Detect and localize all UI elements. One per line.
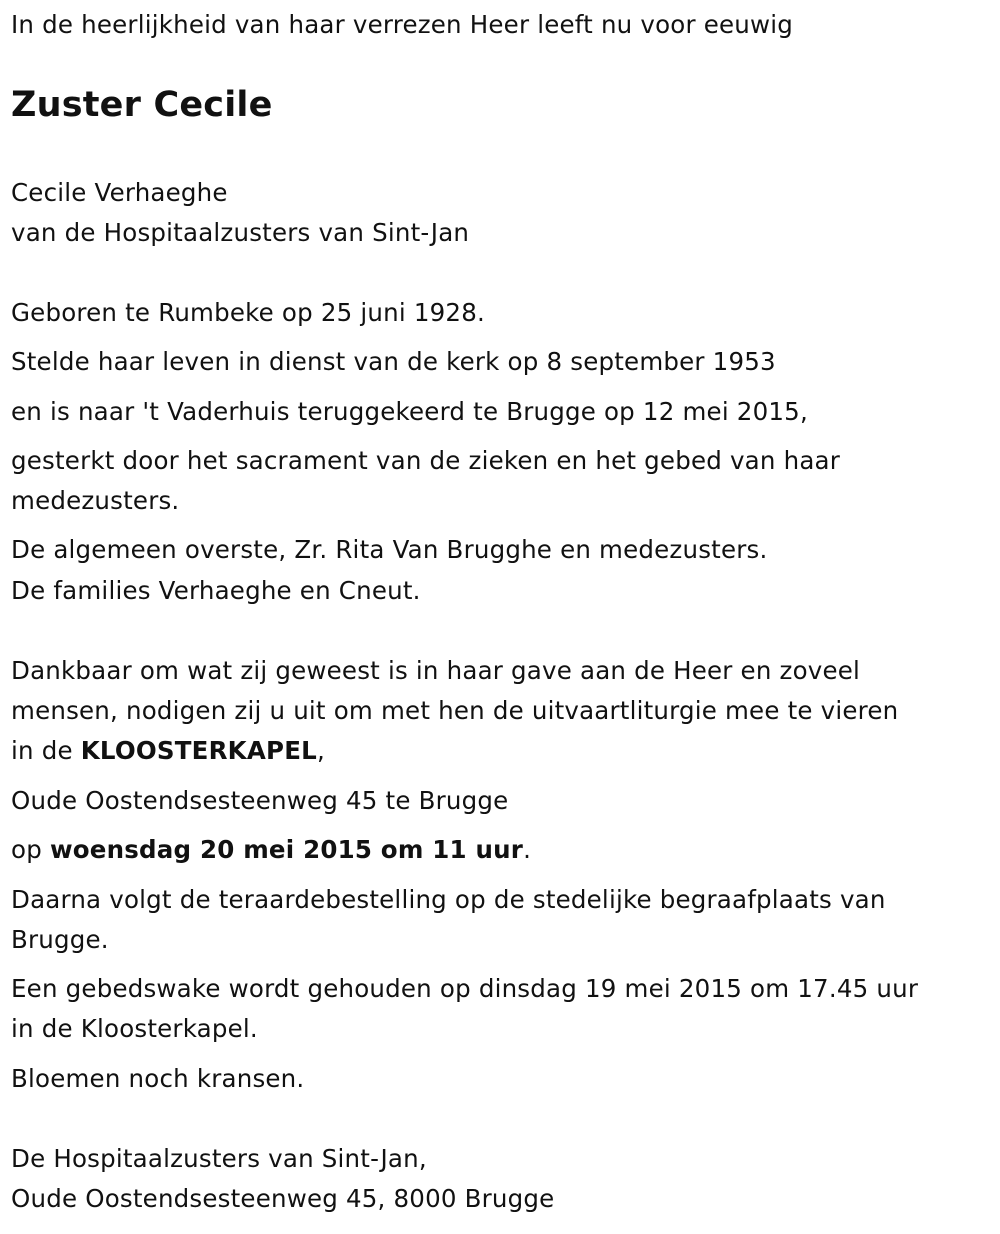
funeral-date: woensdag 20 mei 2015 om 11 uur [49, 835, 524, 864]
burial-line-1: Daarna volgt de teraardebestelling op de stedelijke begraafplaats van [11, 885, 886, 914]
name-line: Cecile Verhaeghe [11, 178, 228, 207]
chapel-name: KLOOSTERKAPEL [80, 736, 317, 765]
order-line: van de Hospitaalzusters van Sint-Jan [11, 218, 470, 247]
invitation-suffix: , [316, 736, 325, 765]
invitation-line-2: mensen, nodigen zij u uit om met hen de uitvaartliturgie mee te vieren [11, 696, 899, 725]
wake-line-1: Een gebedswake wordt gehouden op dinsdag 19 mei 2015 om 17.45 uur [11, 974, 919, 1003]
deceased-title: Zuster Cecile [11, 85, 273, 125]
vows-line: Stelde haar leven in dienst van de kerk op 8 september 1953 [11, 347, 776, 376]
chapel-address: Oude Oostendsesteenweg 45 te Brugge [11, 786, 509, 815]
sender-line-2: Oude Oostendsesteenweg 45, 8000 Brugge [11, 1184, 555, 1213]
superior-line: De algemeen overste, Zr. Rita Van Brugghe en medezusters. [11, 535, 768, 564]
birth-line: Geboren te Rumbeke op 25 juni 1928. [11, 298, 485, 327]
date-suffix: . [523, 835, 532, 864]
date-prefix: op [11, 835, 50, 864]
wake-line-2: in de Kloosterkapel. [11, 1014, 258, 1043]
intro-line: In de heerlijkheid van haar verrezen Heer leeft nu voor eeuwig [11, 10, 793, 39]
families-line: De families Verhaeghe en Cneut. [11, 576, 421, 605]
sacrament-line-2: medezusters. [11, 486, 180, 515]
sender-line-1: De Hospitaalzusters van Sint-Jan, [11, 1144, 427, 1173]
invitation-prefix: in de [11, 736, 81, 765]
invitation-line-3 [11, 731, 325, 771]
funeral-date-line [11, 830, 531, 870]
death-line: en is naar 't Vaderhuis teruggekeerd te Brugge op 12 mei 2015, [11, 397, 808, 426]
invitation-line-1: Dankbaar om wat zij geweest is in haar gave aan de Heer en zoveel [11, 656, 861, 685]
sacrament-line-1: gesterkt door het sacrament van de zieken en het gebed van haar [11, 446, 841, 475]
burial-line-2: Brugge. [11, 925, 109, 954]
flowers-line: Bloemen noch kransen. [11, 1064, 305, 1093]
